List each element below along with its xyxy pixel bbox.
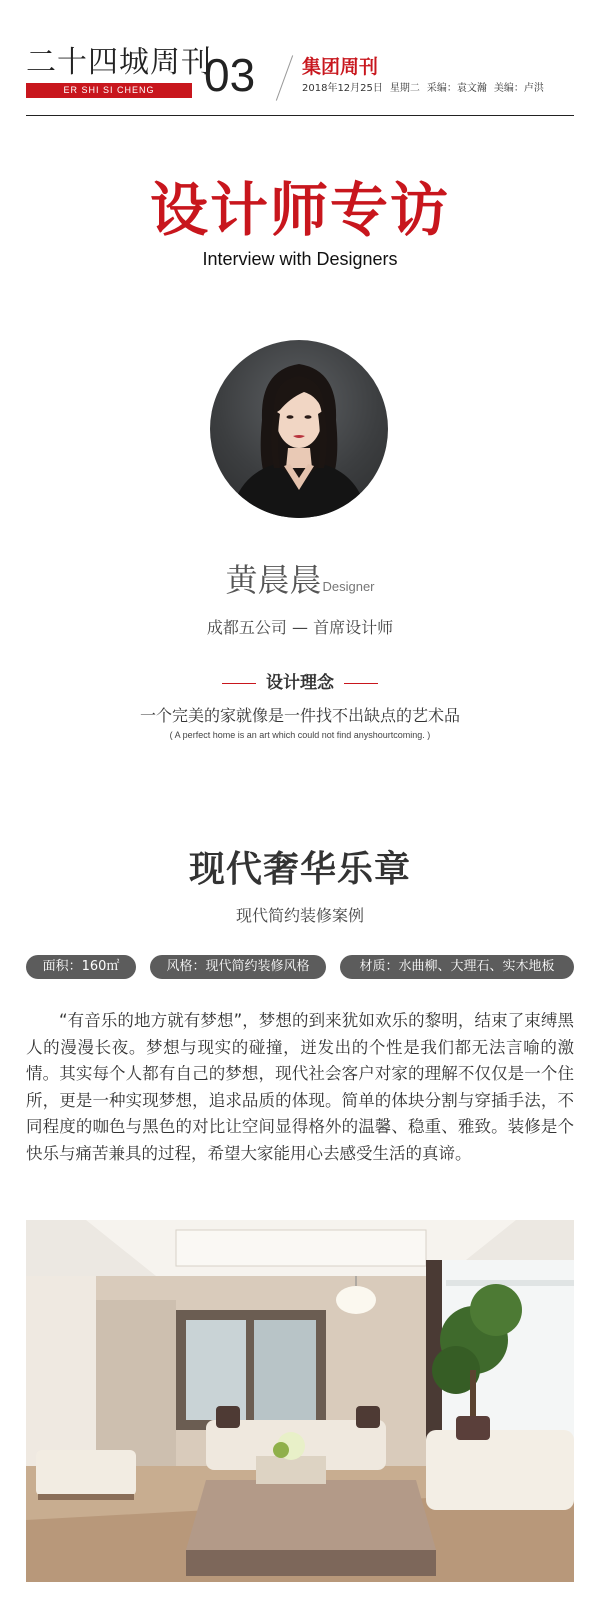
living-room-photo — [26, 1220, 574, 1582]
editor-credit: 采编：袁文瀚 — [426, 83, 487, 94]
case-tags — [26, 955, 574, 979]
designer-name-line — [0, 562, 600, 598]
weekly-name: 集团周刊 — [302, 56, 379, 78]
tag-material: 材质：水曲柳、大理石、实木地板 — [340, 955, 574, 979]
section-subtitle: Interview with Designers — [202, 249, 398, 269]
heading-dash-left — [222, 683, 256, 684]
divider-slash — [276, 55, 293, 100]
section-title: 设计师专访 — [149, 176, 450, 244]
header-rule — [26, 115, 574, 116]
designer-company: 成都五公司 — 首席设计师 — [206, 618, 394, 637]
issue-date: 2018年12月25日 — [302, 83, 383, 94]
brand-pinyin-bar: ER SHI SI CHENG — [26, 83, 192, 98]
art-editor-credit: 美编：卢洪 — [493, 83, 544, 94]
tag-style: 风格：现代简约装修风格 — [150, 955, 326, 979]
heading-dash-right — [344, 683, 378, 684]
philosophy-heading-text: 设计理念 — [266, 673, 334, 693]
philosophy-english: ( A perfect home is an art which could not find anyshourtcoming. ) — [169, 730, 431, 740]
portrait-image — [210, 340, 388, 518]
case-title: 现代奢华乐章 — [188, 848, 411, 890]
case-subtitle: 现代简约装修案例 — [235, 906, 364, 925]
case-description: “有音乐的地方就有梦想”，梦想的到来犹如欢乐的黎明，结束了束缚黑人的漫漫长夜。梦想与现实的碰撞，迸发出的个性是我们都无法言喻的激情。其实每个人都有自己的梦想，现代社会客户对家的理解不仅仅是一个住所，更是一种实现梦想，追求品质的体现。简单的体块分割与穿插手法，不同程度的咖色与黑色的对比让空间显得格外的温馨、稳重、雅致。装修是个快乐与痛苦兼具的过程，希望大家能用心去感受生活的真谛。 — [26, 1011, 574, 1163]
philosophy-chinese: 一个完美的家就像是一件找不出缺点的艺术品 — [139, 706, 460, 725]
issue-number: 03 — [204, 49, 256, 101]
masthead — [26, 46, 574, 116]
designer-tag: Designer — [322, 579, 375, 594]
tag-area: 面积：160㎡ — [26, 955, 136, 979]
issue-weekday: 星期二 — [389, 83, 420, 94]
brand-title: 二十四城周刊 — [26, 45, 212, 80]
designer-name: 黄晨晨 — [225, 561, 322, 599]
issue-meta — [302, 82, 551, 96]
living-room-image — [26, 1220, 574, 1582]
philosophy-heading — [0, 672, 600, 694]
designer-portrait — [210, 340, 388, 518]
